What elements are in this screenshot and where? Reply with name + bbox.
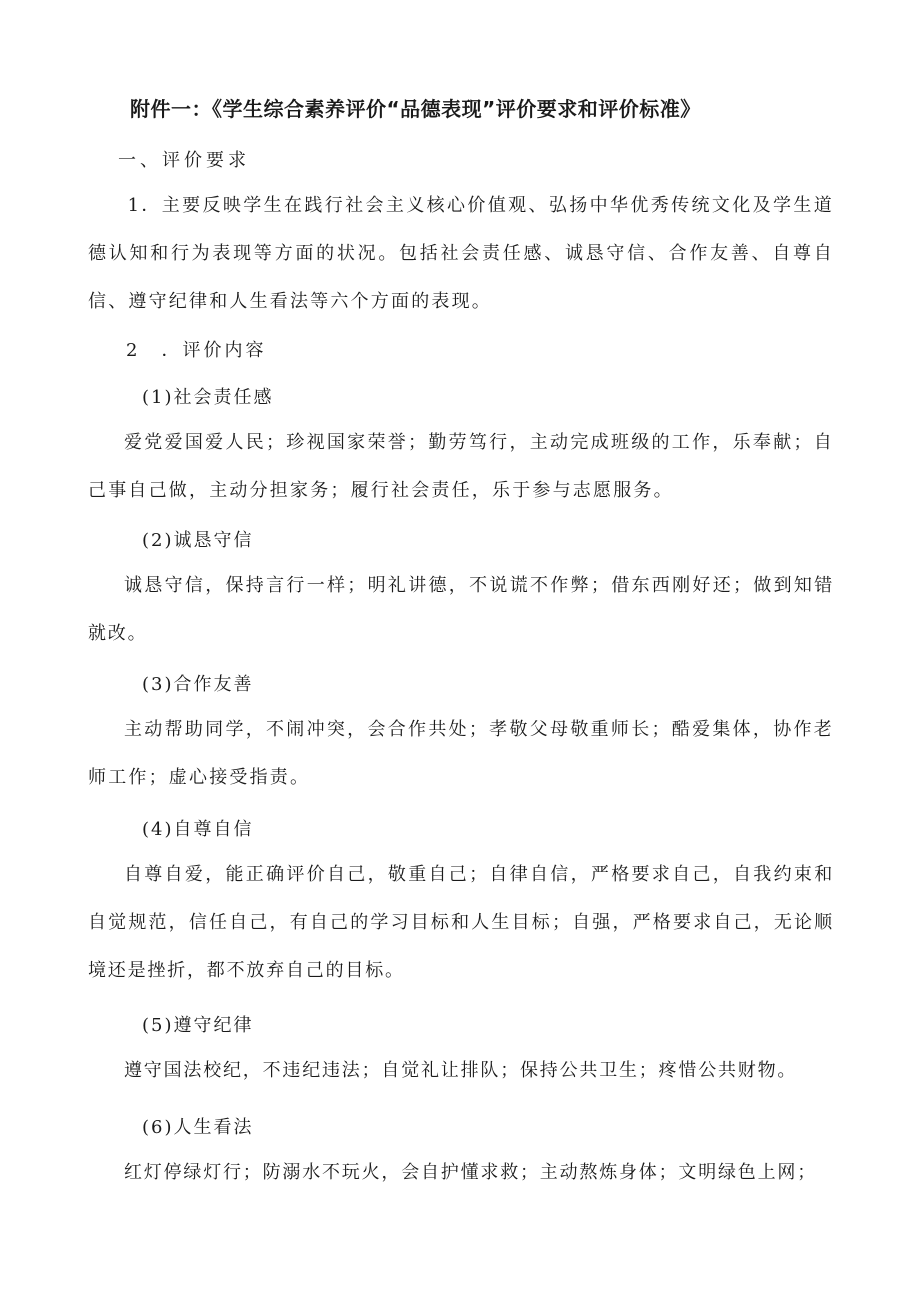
document-title: 附件一：《学生综合素养评价“品德表现”评价要求和评价标准》 [130, 97, 701, 121]
subsection-text-discipline: 遵守国法校纪，不违纪违法；自觉礼让排队；保持公共卫生；疼惜公共财物。 [124, 1060, 798, 1081]
subsection-label-social-responsibility: (1)社会责任感 [142, 387, 274, 408]
subsection-text-life-outlook: 红灯停绿灯行；防溺水不玩火，会自护懂求救；主动熬炼身体；文明绿色上网； [124, 1162, 817, 1183]
requirement-paragraph-1: 1．主要反映学生在践行社会主义核心价值观、弘扬中华优秀传统文化及学生道德认知和行为表现等方面的状况。包括社会责任感、诚恳守信、合作友善、自尊自信、遵守纪律和人生看法等六个方面的表现。 [88, 195, 834, 312]
subsection-text-honesty: 诚恳守信，保持言行一样；明礼讲德，不说谎不作弊；借东西刚好还；做到知错就改。 [88, 575, 834, 644]
subsection-label-self-respect: (4)自尊自信 [142, 819, 254, 840]
subsection-text-social-responsibility: 爱党爱国爱人民；珍视国家荣誉；勤劳笃行，主动完成班级的工作，乐奉献；自己事自己做，主动分担家务；履行社会责任，乐于参与志愿服务。 [88, 432, 834, 501]
subsection-label-cooperation: (3)合作友善 [142, 674, 254, 695]
section-heading-evaluation-requirements: 一、评价要求 [118, 150, 250, 171]
subsection-label-discipline: (5)遵守纪律 [142, 1015, 254, 1036]
subsection-label-honesty: (2)诚恳守信 [142, 530, 254, 551]
subsection-text-cooperation: 主动帮助同学，不闹冲突，会合作共处；孝敬父母敬重师长；酷爱集体，协作老师工作；虚心接受指责。 [88, 719, 834, 788]
subsection-text-self-respect: 自尊自爱，能正确评价自己，敬重自己；自律自信，严格要求自己，自我约束和自觉规范，信任自己，有自己的学习目标和人生目标；自强，严格要求自己，无论顺境还是挫折，都不放弃自己的目标。 [88, 864, 834, 981]
subsection-label-life-outlook: (6)人生看法 [142, 1117, 254, 1138]
evaluation-content-heading: 2 ．评价内容 [126, 340, 267, 361]
